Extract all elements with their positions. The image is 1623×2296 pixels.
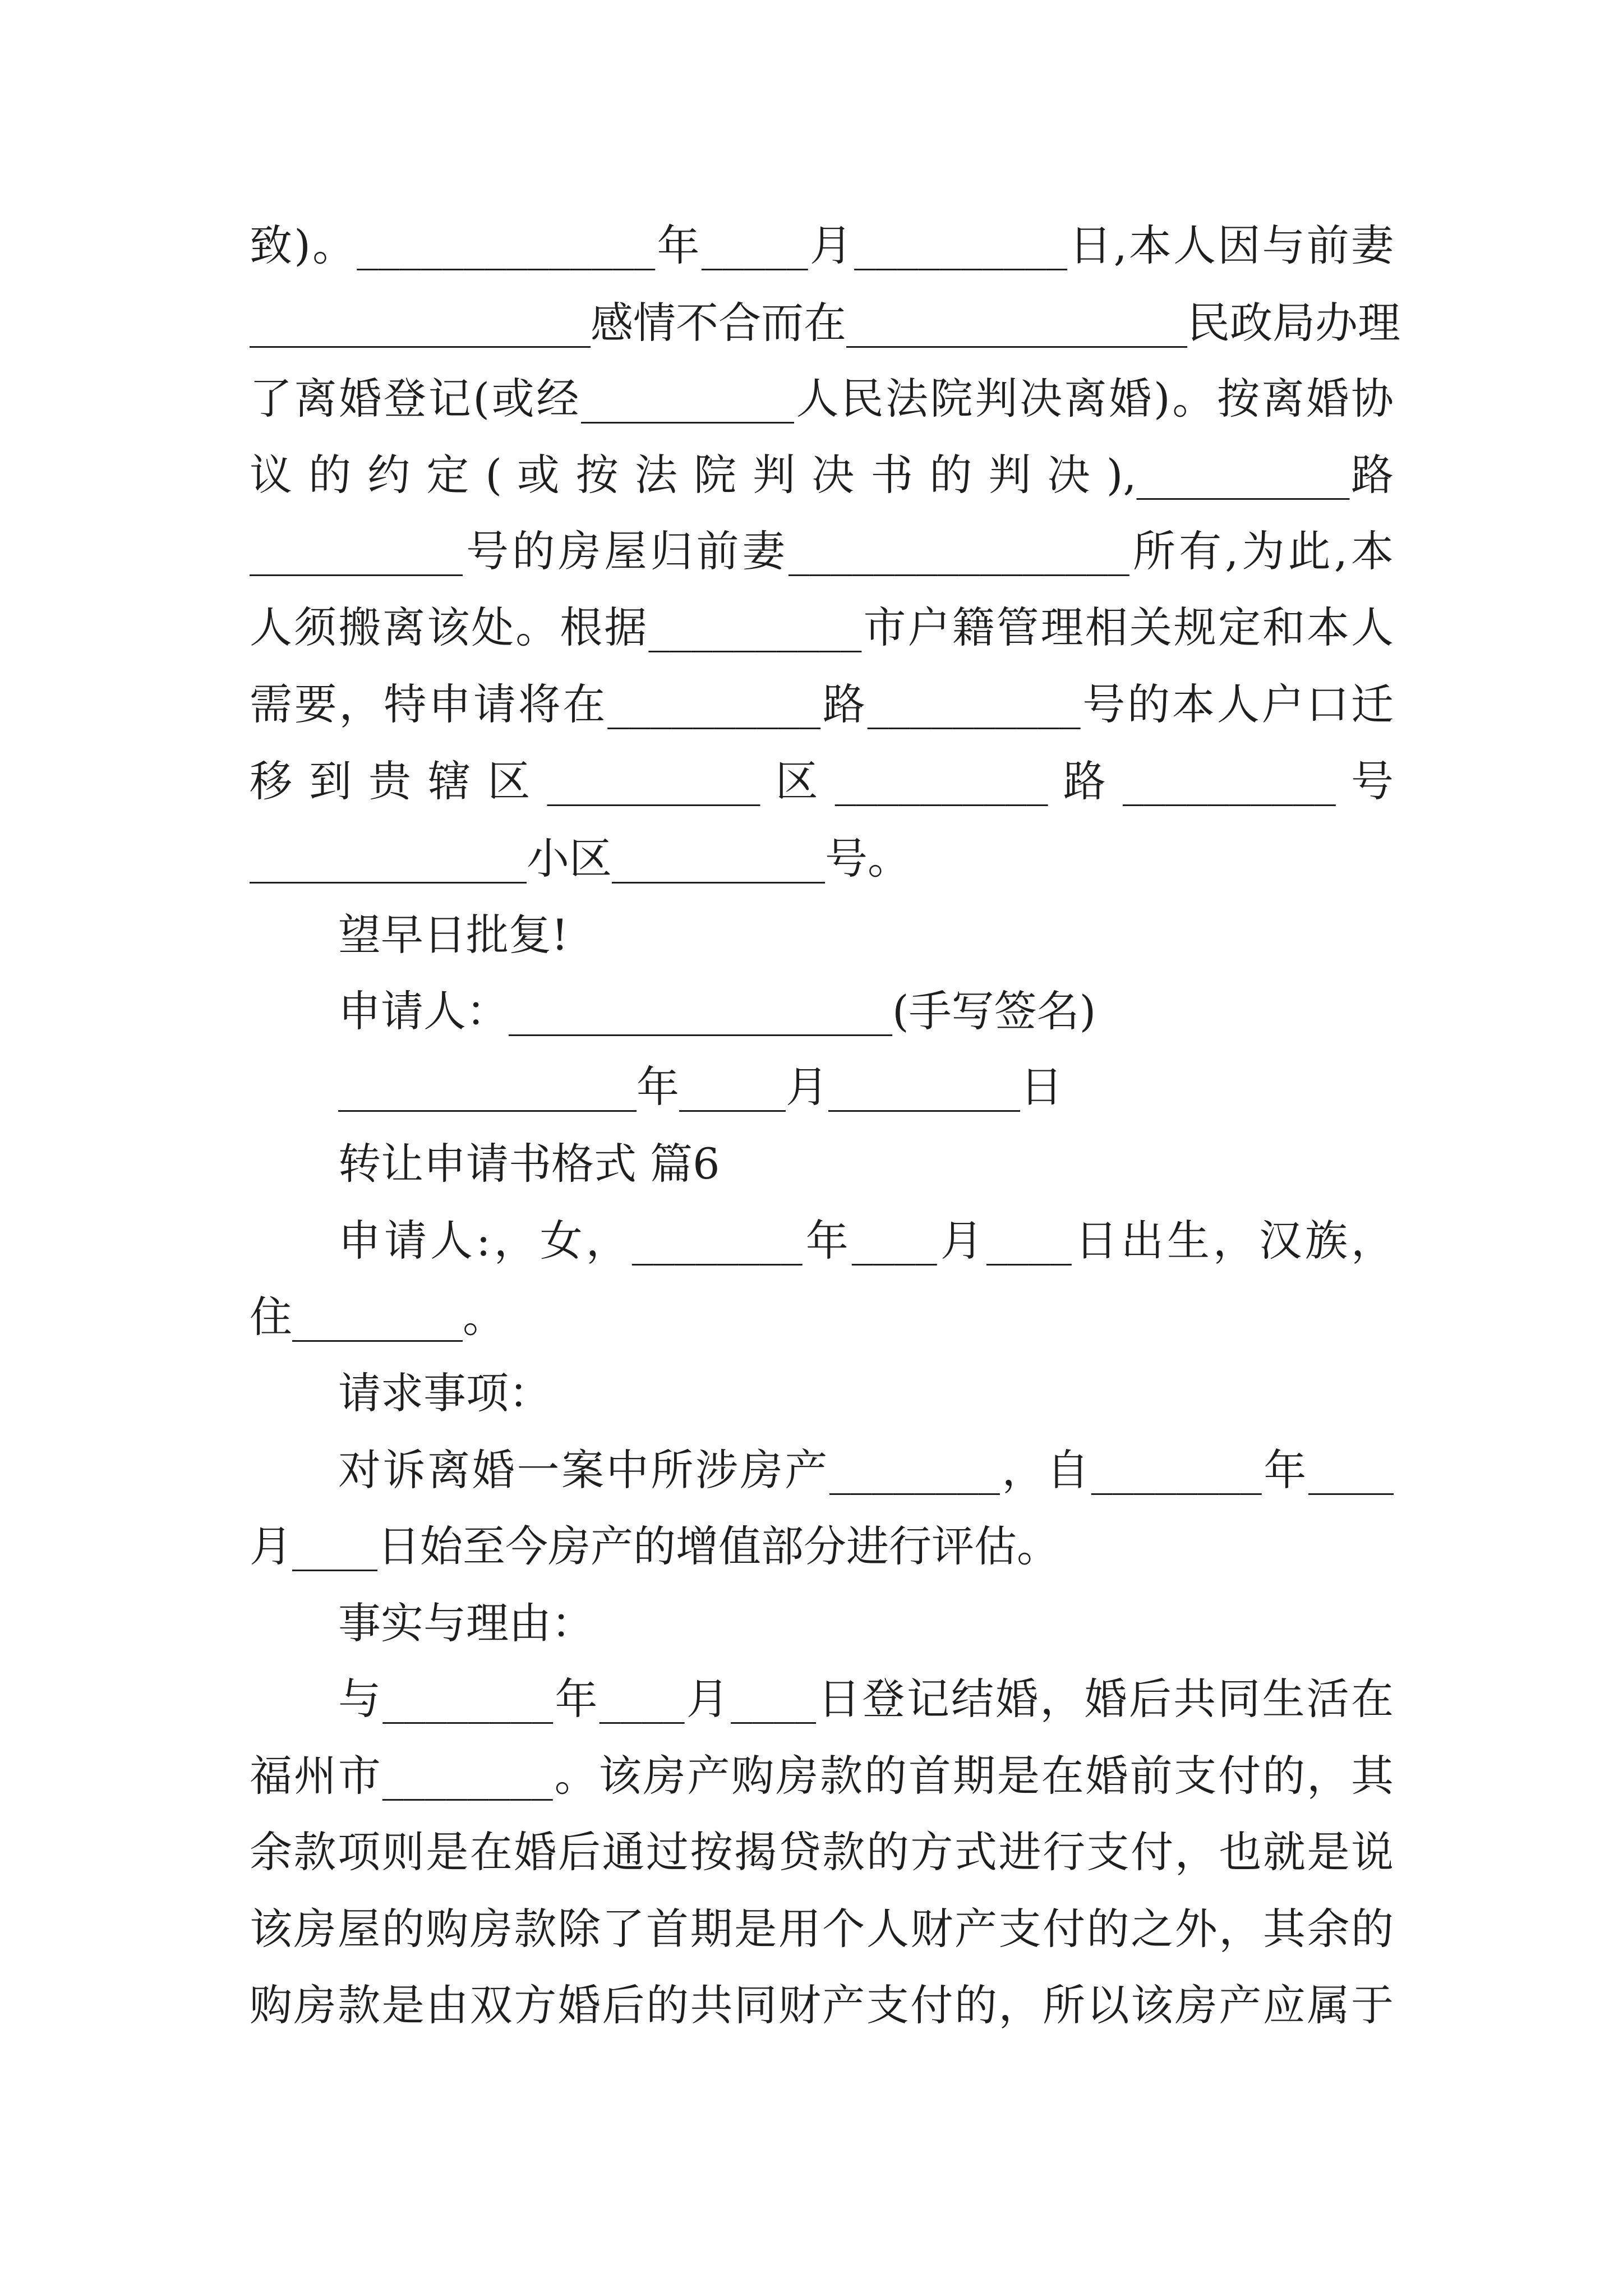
paragraph-line-7: 需要，特申请将在__________路__________号的本人户口迁	[250, 679, 1394, 729]
requests-heading: 请求事项：	[338, 1368, 551, 1418]
date-line: ______________年_____月_________日	[338, 1062, 1063, 1112]
paragraph-line-2: ________________感情不合而在________________民政局办理	[250, 298, 1400, 348]
paragraph-line-1: 致)。______________年_____月__________日,本人因与前妻	[250, 220, 1394, 270]
facts-line-5: 购房款是由双方婚后的共同财产支付的，所以该房产应属于	[250, 1980, 1394, 2030]
section-heading: 转让申请书格式 篇6	[338, 1139, 720, 1189]
paragraph-line-5: __________号的房屋归前妻________________所有,为此,本	[250, 526, 1394, 576]
paragraph-line-3: 了离婚登记(或经__________人民法院判决离婚)。按离婚协	[250, 374, 1394, 424]
request-line-1: 对诉离婚一案中所涉房产________，自________年____	[338, 1445, 1394, 1495]
request-line-2: 月____日始至今房产的增值部分进行评估。	[250, 1521, 1059, 1571]
facts-line-4: 该房屋的购房款除了首期是用个人财产支付的之外，其余的	[250, 1904, 1394, 1954]
paragraph-line-4: 议 的 约 定 ( 或 按 法 院 判 决 书 的 判 决 ),__________路	[250, 450, 1394, 500]
paragraph-line-9: _____________小区__________号。	[250, 834, 910, 884]
facts-line-2: 福州市________。该房产购房款的首期是在婚前支付的，其	[250, 1751, 1394, 1801]
address-line: 住________。	[250, 1292, 505, 1342]
paragraph-line-8: 移 到 贵 辖 区 __________ 区 __________ 路 __________ 号	[250, 756, 1394, 806]
facts-line-3: 余款项则是在婚后通过按揭贷款的方式进行支付，也就是说	[250, 1827, 1394, 1877]
facts-heading: 事实与理由：	[338, 1598, 594, 1648]
facts-line-1: 与________年____月____日登记结婚，婚后共同生活在	[338, 1674, 1394, 1724]
applicant-info-line: 申请人:，女，________年____月____日出生，汉族，	[338, 1216, 1394, 1266]
closing-request: 望早日批复!	[338, 910, 569, 960]
applicant-signature-line: 申请人：__________________(手写签名)	[338, 986, 1096, 1036]
paragraph-line-6: 人须搬离该处。根据__________市户籍管理相关规定和本人	[250, 602, 1394, 652]
